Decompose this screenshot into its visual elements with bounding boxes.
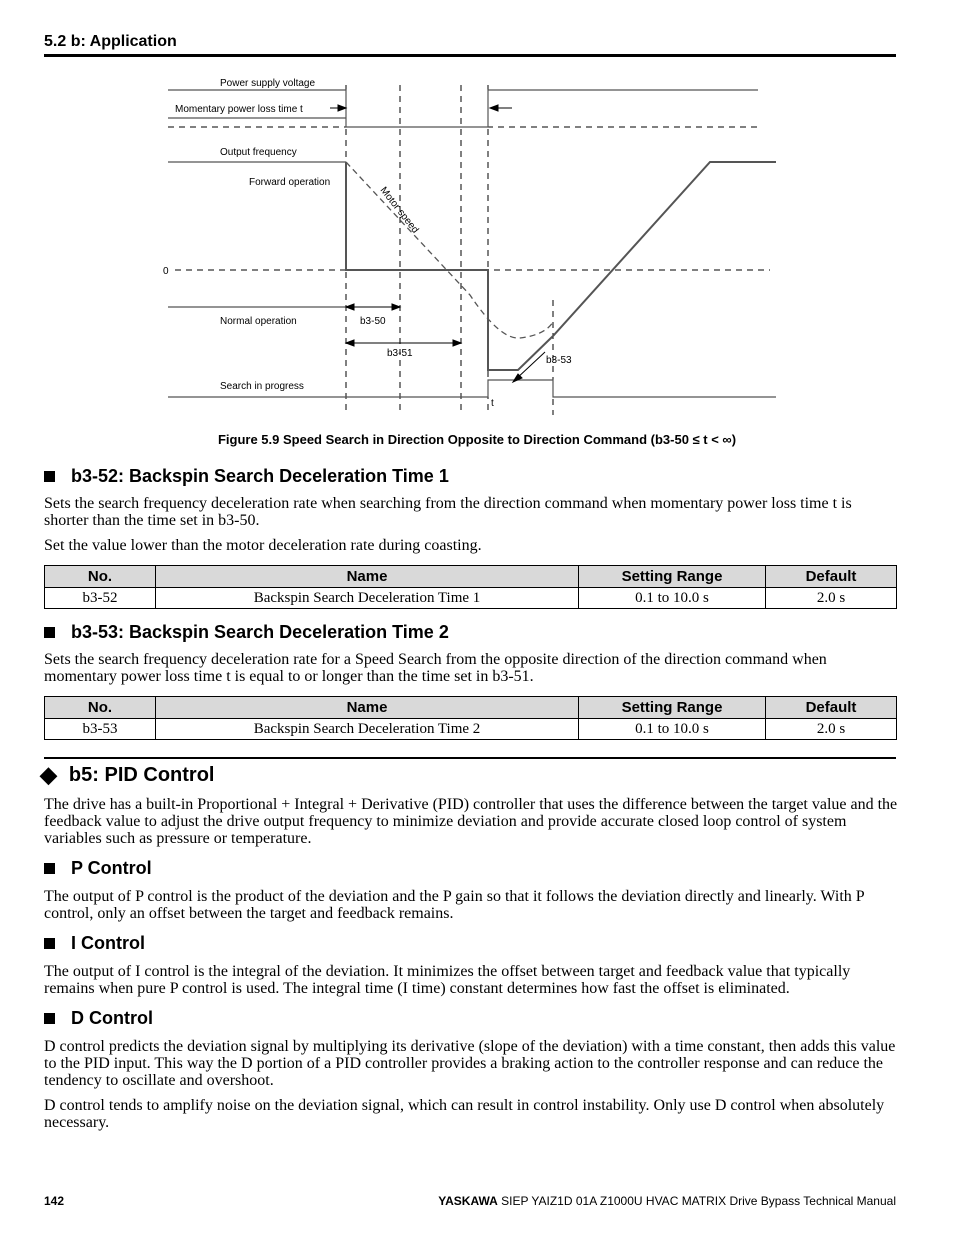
output-frequency-trace (346, 162, 776, 370)
square-bullet-icon (44, 938, 55, 949)
col-name: Name (156, 566, 579, 588)
label-power-supply-voltage: Power supply voltage (220, 78, 316, 89)
label-normal-operation: Normal operation (220, 316, 297, 327)
section-header: 5.2 b: Application (44, 33, 177, 50)
square-bullet-icon (44, 471, 55, 482)
page-number: 142 (44, 1194, 65, 1208)
col-setting-range: Setting Range (579, 697, 766, 719)
cell-setting-range: 0.1 to 10.0 s (579, 719, 766, 740)
heading-b3-53 (44, 622, 449, 643)
heading-d-control-text: D Control (71, 1008, 153, 1028)
b3-53-description: Sets the search frequency deceleration rate for a Speed Search from the opposite direction of the direction command when momentary power loss time t is equal to or longer than the time set in b3-51. (44, 651, 827, 685)
i-control-text: The output of I control is the integral of the deviation. It minimizes the offset between target and feedback value that typically remains when pure P control is used. The integral time (I time) constant determines how fast the offset is eliminated. (44, 963, 851, 997)
b5-intro: The drive has a built-in Proportional + Integral + Derivative (PID) controller that uses the difference between the target value and the feedback value to adjust the drive output frequency to minimize deviation and provide accurate closed loop control of system variables such as pressure or temperature. (44, 796, 898, 847)
col-name: Name (156, 697, 579, 719)
b3-53-table (44, 696, 897, 740)
label-output-frequency: Output frequency (220, 147, 297, 158)
heading-i-control (44, 933, 145, 954)
motor-speed-curve (346, 162, 553, 338)
table-header-row (45, 697, 897, 719)
label-b3-53: b3-53 (546, 355, 572, 366)
label-motor-speed: Motor speed (377, 185, 421, 236)
table-header-row (45, 566, 897, 588)
b3-52-note: Set the value lower than the motor deceleration rate during coasting. (44, 537, 482, 554)
col-no: No. (45, 697, 156, 719)
cell-setting-range: 0.1 to 10.0 s (579, 588, 766, 609)
col-setting-range: Setting Range (579, 566, 766, 588)
footer-title (438, 1194, 896, 1208)
heading-d-control (44, 1008, 153, 1029)
square-bullet-icon (44, 863, 55, 874)
label-forward-operation: Forward operation (249, 177, 331, 188)
cell-name: Backspin Search Deceleration Time 1 (156, 588, 579, 609)
d-control-text-2: D control tends to amplify noise on the deviation signal, which can result in control instability. Only use D control when absolutely necessary. (44, 1097, 885, 1131)
b3-52-description: Sets the search frequency deceleration rate when searching from the direction command when momentary power loss time t is shorter than the time set in b3-50. (44, 495, 852, 529)
p-control-text: The output of P control is the product of the deviation and the P gain so that it follows the deviation directly and linearly. With P control, only an offset between the target and feedback remains. (44, 888, 865, 922)
cell-default: 2.0 s (766, 719, 897, 740)
square-bullet-icon (44, 627, 55, 638)
section-rule (44, 757, 896, 759)
cell-no: b3-53 (45, 719, 156, 740)
label-b3-50: b3-50 (360, 316, 386, 327)
heading-b5-text: b5: PID Control (68, 763, 215, 786)
search-pulse (488, 380, 776, 397)
cell-name: Backspin Search Deceleration Time 2 (156, 719, 579, 740)
heading-b3-52-text: b3-52: Backspin Search Deceleration Time 1 (71, 466, 449, 486)
b3-52-table (44, 565, 897, 609)
label-zero: 0 (163, 266, 169, 277)
footer-brand: YASKAWA (438, 1194, 498, 1208)
heading-p-control-text: P Control (71, 858, 152, 878)
col-default: Default (766, 697, 897, 719)
header-rule (44, 54, 896, 57)
heading-b3-53-text: b3-53: Backspin Search Deceleration Time 2 (71, 622, 449, 642)
heading-i-control-text: I Control (71, 933, 145, 953)
heading-p-control (44, 858, 152, 879)
diamond-bullet-icon: ◆ (40, 762, 57, 787)
heading-b3-52 (44, 466, 449, 487)
footer-manual-title: SIEP YAIZ1D 01A Z1000U HVAC MATRIX Drive Bypass Technical Manual (501, 1194, 896, 1208)
table-row (45, 719, 897, 740)
heading-b5 (40, 762, 214, 788)
label-search-in-progress: Search in progress (220, 381, 304, 392)
speed-search-diagram (0, 70, 954, 420)
label-momentary-power-loss: Momentary power loss time t (175, 104, 303, 115)
cell-no: b3-52 (45, 588, 156, 609)
d-control-text-1: D control predicts the deviation signal by multiplying its derivative (slope of the deviation) with a time constant, then adds this value to the PID input. This way the D portion of a PID controller provides a braking action to the controller response and can reduce the tendency to oscillate and overshoot. (44, 1038, 896, 1089)
cell-default: 2.0 s (766, 588, 897, 609)
label-t: t (491, 398, 494, 409)
table-row (45, 588, 897, 609)
label-b3-51: b3-51 (387, 348, 413, 359)
figure-caption: Figure 5.9 Speed Search in Direction Opposite to Direction Command (b3-50 ≤ t < ∞) (217, 432, 737, 447)
square-bullet-icon (44, 1013, 55, 1024)
col-no: No. (45, 566, 156, 588)
col-default: Default (766, 566, 897, 588)
